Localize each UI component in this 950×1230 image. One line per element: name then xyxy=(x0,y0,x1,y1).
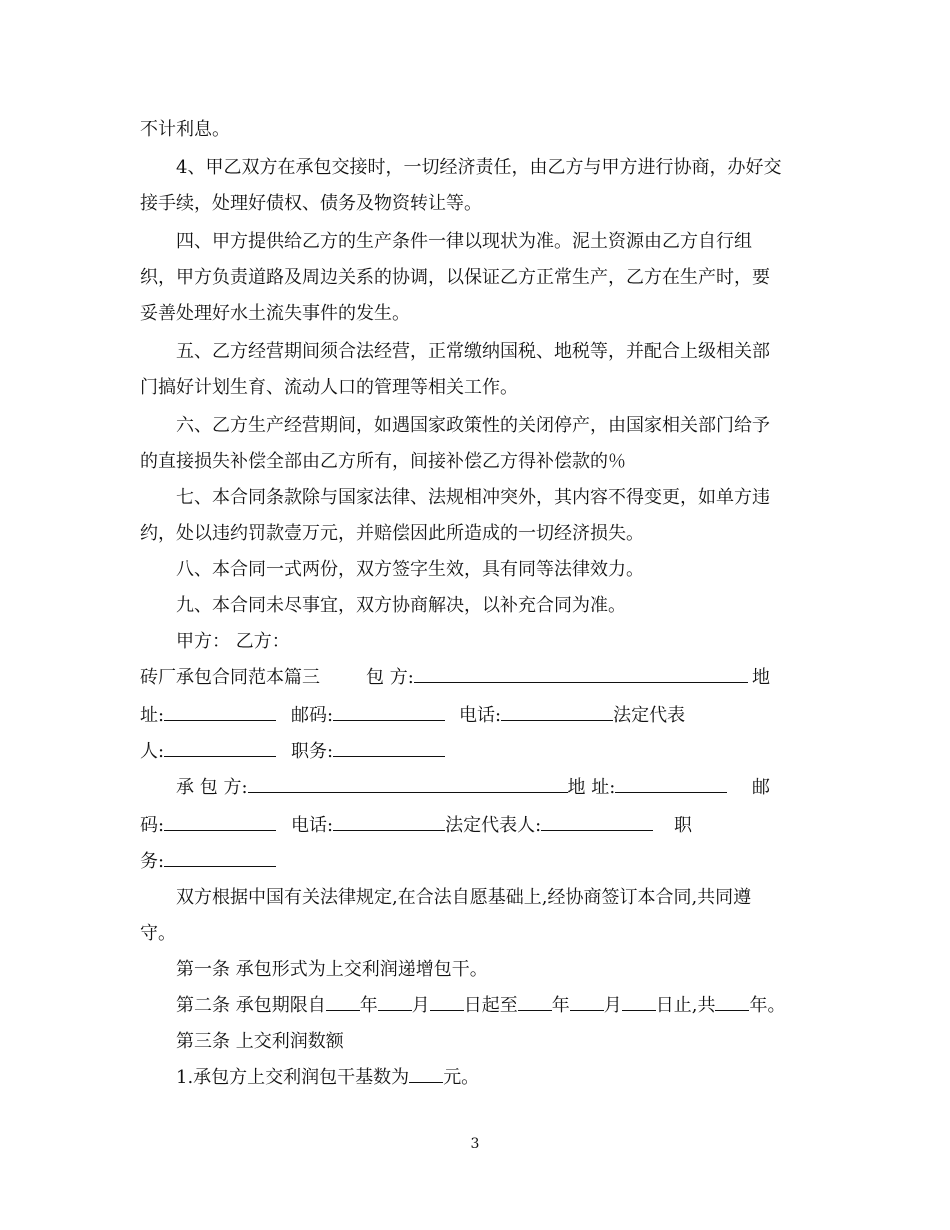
text-line: 四、甲方提供给乙方的生产条件一律以现状为准。泥土资源由乙方自行组 xyxy=(176,231,752,252)
fill-blank xyxy=(164,740,276,757)
fill-blank xyxy=(615,776,727,793)
fill-blank xyxy=(248,776,568,793)
text-line: 八、本合同一式两份，双方签字生效，具有同等法律效力。 xyxy=(176,559,644,580)
form-text: 职务: xyxy=(291,741,334,762)
fill-blank xyxy=(164,704,276,721)
text-line: 双方根据中国有关法律规定,在合法自愿基础上,经协商签订本合同,共同遵 xyxy=(176,887,752,908)
fill-blank xyxy=(164,850,276,867)
form-line xyxy=(140,850,276,874)
form-line xyxy=(140,704,276,728)
fill-blank xyxy=(541,814,653,831)
form-text: 砖厂承包合同范本篇三 xyxy=(140,667,320,688)
text-line: 的直接损失补偿全部由乙方所有，间接补偿乙方得补偿款的％ xyxy=(140,451,626,472)
text-line: 甲方： 乙方： xyxy=(176,631,290,652)
article-3-item-1 xyxy=(176,1066,479,1090)
text-line: 五、乙方经营期间须合法经营，正常缴纳国税、地税等，并配合上级相关部 xyxy=(176,341,770,362)
form-text: 邮 xyxy=(752,777,770,798)
form-line xyxy=(291,704,445,728)
fill-blank xyxy=(333,704,445,721)
form-text: 元。 xyxy=(443,1067,480,1088)
form-line xyxy=(291,814,653,838)
form-text: 月 xyxy=(603,995,622,1016)
fill-blank xyxy=(414,666,748,683)
fill-blank xyxy=(333,814,445,831)
form-line xyxy=(140,814,276,838)
text-line: 4、甲乙双方在承包交接时，一切经济责任，由乙方与甲方进行协商，办好交 xyxy=(176,157,782,178)
text-line: 不计利息。 xyxy=(140,119,230,140)
text-line: 六、乙方生产经营期间，如遇国家政策性的关闭停产，由国家相关部门给予 xyxy=(176,415,770,436)
form-text: 第二条 承包期限自 xyxy=(176,995,326,1016)
form-line xyxy=(176,776,727,800)
form-line xyxy=(140,740,276,764)
form-text: 职 xyxy=(674,815,692,836)
form-text: 包 方: xyxy=(366,667,414,688)
text-line: 约，处以违约罚款壹万元，并赔偿因此所造成的一切经济损失。 xyxy=(140,523,644,544)
page-number: 3 xyxy=(470,1136,480,1152)
text-line: 九、本合同未尽事宜，双方协商解决，以补充合同为准。 xyxy=(176,595,626,616)
form-text: 法定代表 xyxy=(613,705,686,726)
article-2 xyxy=(176,994,785,1018)
form-text: 年 xyxy=(359,995,378,1016)
form-text: 日止,共 xyxy=(655,995,716,1016)
form-text: 1.承包方上交利润包干基数为 xyxy=(176,1067,410,1088)
form-text: 务: xyxy=(140,851,165,872)
form-text: 电话: xyxy=(291,815,334,836)
article-1: 第一条 承包形式为上交利润递增包干。 xyxy=(176,959,488,980)
text-line: 守。 xyxy=(140,923,176,944)
form-text: 年。 xyxy=(749,995,786,1016)
fill-blank xyxy=(501,704,613,721)
form-text: 人: xyxy=(140,741,165,762)
article-3: 第三条 上交利润数额 xyxy=(176,1031,344,1052)
form-text: 电话: xyxy=(459,705,502,726)
form-text: 址: xyxy=(140,705,165,726)
fill-blank xyxy=(715,994,749,1011)
form-line xyxy=(140,666,320,690)
form-text: 日起至 xyxy=(463,995,518,1016)
text-line: 接手续，处理好债权、债务及物资转让等。 xyxy=(140,193,482,214)
form-text: 法定代表人: xyxy=(445,815,542,836)
form-text: 年 xyxy=(551,995,570,1016)
text-line: 织，甲方负责道路及周边关系的协调，以保证乙方正常生产，乙方在生产时，要 xyxy=(140,267,770,288)
form-text: 码: xyxy=(140,815,165,836)
fill-blank xyxy=(622,994,656,1011)
fill-blank xyxy=(409,1066,443,1083)
text-line: 门搞好计划生育、流动人口的管理等相关工作。 xyxy=(140,377,518,398)
fill-blank xyxy=(333,740,445,757)
form-text: 地 xyxy=(752,667,770,688)
form-text: 月 xyxy=(411,995,430,1016)
text-line: 妥善处理好水土流失事件的发生。 xyxy=(140,303,410,324)
fill-blank xyxy=(378,994,412,1011)
form-text: 邮码: xyxy=(291,705,334,726)
text-line: 七、本合同条款除与国家法律、法规相冲突外，其内容不得变更，如单方违 xyxy=(176,487,770,508)
form-line xyxy=(291,740,445,764)
fill-blank xyxy=(518,994,552,1011)
form-line xyxy=(366,666,748,690)
fill-blank xyxy=(570,994,604,1011)
fill-blank xyxy=(164,814,276,831)
form-text: 承 包 方: xyxy=(176,777,248,798)
fill-blank xyxy=(430,994,464,1011)
form-text: 地 址: xyxy=(567,777,616,798)
form-line xyxy=(459,704,685,728)
fill-blank xyxy=(326,994,360,1011)
